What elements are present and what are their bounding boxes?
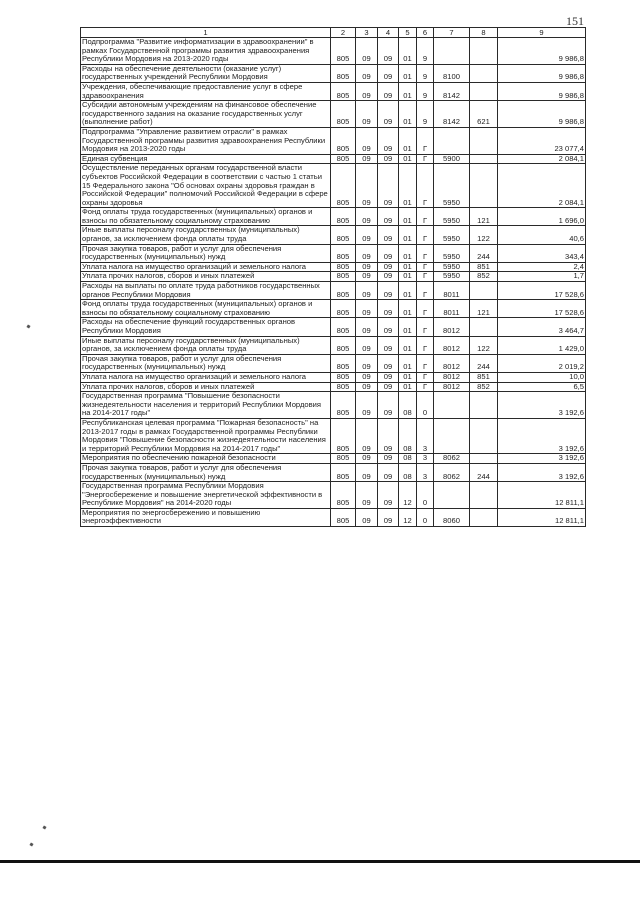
code-expense-type: 122 xyxy=(470,226,498,244)
code-subsection: 09 xyxy=(378,38,399,65)
code-direction: 8012 xyxy=(434,372,470,382)
code-program: 01 xyxy=(399,38,417,65)
column-header: 3 xyxy=(356,28,378,38)
code-section: 09 xyxy=(356,226,378,244)
code-section: 09 xyxy=(356,208,378,226)
table-row xyxy=(81,282,586,300)
table-row xyxy=(81,463,586,481)
code-ministry: 805 xyxy=(331,300,356,318)
row-name: Прочая закупка товаров, работ и услуг для обеспечения государственных (муниципальных) нужд xyxy=(81,463,331,481)
code-ministry: 805 xyxy=(331,127,356,154)
code-program: 01 xyxy=(399,244,417,262)
table-row xyxy=(81,127,586,154)
row-amount: 10,0 xyxy=(498,372,586,382)
code-direction: 8012 xyxy=(434,336,470,354)
code-subprogram: 3 xyxy=(417,418,434,453)
table-row xyxy=(81,64,586,82)
row-amount: 2 084,1 xyxy=(498,154,586,164)
code-ministry: 805 xyxy=(331,272,356,282)
page-number: 151 xyxy=(566,14,584,28)
code-section: 09 xyxy=(356,64,378,82)
code-section: 09 xyxy=(356,262,378,272)
code-expense-type: 121 xyxy=(470,208,498,226)
code-subsection: 09 xyxy=(378,127,399,154)
code-program: 08 xyxy=(399,392,417,419)
code-expense-type xyxy=(470,82,498,100)
code-program: 01 xyxy=(399,226,417,244)
budget-table xyxy=(80,27,586,527)
row-name: Расходы на выплаты по оплате труда работников государственных органов Республики Мордовия xyxy=(81,282,331,300)
table-row xyxy=(81,38,586,65)
table-row xyxy=(81,101,586,128)
code-expense-type xyxy=(470,418,498,453)
code-direction xyxy=(434,127,470,154)
row-name: Мероприятия по энергосбережению и повышению энергоэффективности xyxy=(81,508,331,526)
code-subprogram: Г xyxy=(417,354,434,372)
code-expense-type: 244 xyxy=(470,244,498,262)
code-direction: 5950 xyxy=(434,208,470,226)
code-program: 01 xyxy=(399,282,417,300)
code-subsection: 09 xyxy=(378,463,399,481)
code-ministry: 805 xyxy=(331,282,356,300)
code-ministry: 805 xyxy=(331,392,356,419)
code-direction: 8012 xyxy=(434,354,470,372)
code-subsection: 09 xyxy=(378,64,399,82)
row-amount: 12 811,1 xyxy=(498,508,586,526)
code-direction xyxy=(434,482,470,509)
row-amount: 3 464,7 xyxy=(498,318,586,336)
code-direction xyxy=(434,418,470,453)
header-row xyxy=(81,28,586,38)
code-subprogram: Г xyxy=(417,127,434,154)
code-program: 01 xyxy=(399,101,417,128)
code-subprogram: 0 xyxy=(417,508,434,526)
table-row xyxy=(81,392,586,419)
code-program: 01 xyxy=(399,262,417,272)
code-ministry: 805 xyxy=(331,508,356,526)
row-amount: 3 192,6 xyxy=(498,418,586,453)
code-section: 09 xyxy=(356,482,378,509)
row-name: Единая субвенция xyxy=(81,154,331,164)
column-header: 2 xyxy=(331,28,356,38)
code-expense-type: 851 xyxy=(470,372,498,382)
row-amount: 1,7 xyxy=(498,272,586,282)
row-name: Уплата прочих налогов, сборов и иных платежей xyxy=(81,382,331,392)
column-header: 1 xyxy=(81,28,331,38)
code-ministry: 805 xyxy=(331,82,356,100)
code-ministry: 805 xyxy=(331,418,356,453)
code-subprogram: Г xyxy=(417,300,434,318)
code-program: 01 xyxy=(399,164,417,208)
row-name: Расходы на обеспечение функций государственных органов Республики Мордовия xyxy=(81,318,331,336)
code-subsection: 09 xyxy=(378,354,399,372)
code-direction: 8142 xyxy=(434,82,470,100)
code-subprogram: 0 xyxy=(417,392,434,419)
code-subsection: 09 xyxy=(378,392,399,419)
code-ministry: 805 xyxy=(331,154,356,164)
table-row xyxy=(81,226,586,244)
row-name: Уплата налога на имущество организаций и земельного налога xyxy=(81,372,331,382)
table-row xyxy=(81,262,586,272)
code-direction: 5950 xyxy=(434,164,470,208)
code-expense-type: 244 xyxy=(470,463,498,481)
row-amount: 9 986,8 xyxy=(498,64,586,82)
table-row xyxy=(81,208,586,226)
row-amount: 2,4 xyxy=(498,262,586,272)
code-subsection: 09 xyxy=(378,272,399,282)
code-ministry: 805 xyxy=(331,64,356,82)
code-direction: 5950 xyxy=(434,226,470,244)
code-direction: 5950 xyxy=(434,244,470,262)
code-expense-type xyxy=(470,164,498,208)
code-subprogram: Г xyxy=(417,226,434,244)
code-ministry: 805 xyxy=(331,101,356,128)
code-program: 01 xyxy=(399,64,417,82)
code-direction: 8100 xyxy=(434,64,470,82)
code-direction: 8012 xyxy=(434,382,470,392)
code-subprogram: 0 xyxy=(417,482,434,509)
code-expense-type xyxy=(470,282,498,300)
code-subsection: 09 xyxy=(378,418,399,453)
code-expense-type xyxy=(470,38,498,65)
code-program: 01 xyxy=(399,154,417,164)
code-subsection: 09 xyxy=(378,226,399,244)
code-program: 01 xyxy=(399,300,417,318)
row-amount: 3 192,6 xyxy=(498,454,586,464)
code-subprogram: Г xyxy=(417,318,434,336)
code-program: 01 xyxy=(399,127,417,154)
code-subsection: 09 xyxy=(378,244,399,262)
row-amount: 17 528,6 xyxy=(498,282,586,300)
row-name: Субсидии автономным учреждениям на финансовое обеспечение государственного задания на оказание государственных услуг (выполнение работ) xyxy=(81,101,331,128)
code-ministry: 805 xyxy=(331,463,356,481)
column-header: 8 xyxy=(470,28,498,38)
column-header: 6 xyxy=(417,28,434,38)
column-header: 7 xyxy=(434,28,470,38)
code-subsection: 09 xyxy=(378,164,399,208)
code-program: 01 xyxy=(399,372,417,382)
row-name: Учреждения, обеспечивающие предоставление услуг в сфере здравоохранения xyxy=(81,82,331,100)
row-name: Уплата налога на имущество организаций и земельного налога xyxy=(81,262,331,272)
page-bottom-rule xyxy=(0,860,640,863)
code-section: 09 xyxy=(356,164,378,208)
code-direction: 8012 xyxy=(434,318,470,336)
code-subprogram: Г xyxy=(417,208,434,226)
code-subsection: 09 xyxy=(378,454,399,464)
code-expense-type xyxy=(470,508,498,526)
column-header: 5 xyxy=(399,28,417,38)
code-subprogram: Г xyxy=(417,372,434,382)
row-amount: 12 811,1 xyxy=(498,482,586,509)
code-subprogram: 3 xyxy=(417,454,434,464)
row-amount: 9 986,8 xyxy=(498,101,586,128)
row-name: Расходы на обеспечение деятельности (оказание услуг) государственных учреждений Республики Мордовия xyxy=(81,64,331,82)
table-row xyxy=(81,382,586,392)
code-expense-type: 122 xyxy=(470,336,498,354)
code-expense-type xyxy=(470,482,498,509)
code-program: 08 xyxy=(399,463,417,481)
code-expense-type xyxy=(470,454,498,464)
code-program: 08 xyxy=(399,418,417,453)
column-header: 9 xyxy=(498,28,586,38)
code-program: 01 xyxy=(399,272,417,282)
row-amount: 1 696,0 xyxy=(498,208,586,226)
table-row xyxy=(81,418,586,453)
code-subprogram: Г xyxy=(417,282,434,300)
code-subsection: 09 xyxy=(378,336,399,354)
table-row xyxy=(81,508,586,526)
row-amount: 2 084,1 xyxy=(498,164,586,208)
code-section: 09 xyxy=(356,392,378,419)
code-direction: 8011 xyxy=(434,282,470,300)
code-subprogram: 9 xyxy=(417,38,434,65)
code-subsection: 09 xyxy=(378,372,399,382)
code-direction: 8142 xyxy=(434,101,470,128)
code-direction: 8062 xyxy=(434,463,470,481)
table-row xyxy=(81,300,586,318)
row-amount: 6,5 xyxy=(498,382,586,392)
code-subprogram: Г xyxy=(417,154,434,164)
code-ministry: 805 xyxy=(331,382,356,392)
code-subprogram: 9 xyxy=(417,64,434,82)
code-ministry: 805 xyxy=(331,38,356,65)
code-expense-type xyxy=(470,127,498,154)
code-direction: 8060 xyxy=(434,508,470,526)
table-row xyxy=(81,336,586,354)
table-row xyxy=(81,318,586,336)
code-section: 09 xyxy=(356,244,378,262)
column-header: 4 xyxy=(378,28,399,38)
row-amount: 2 019,2 xyxy=(498,354,586,372)
code-expense-type: 851 xyxy=(470,262,498,272)
code-ministry: 805 xyxy=(331,454,356,464)
scan-dot xyxy=(26,324,30,328)
code-section: 09 xyxy=(356,272,378,282)
scan-dot xyxy=(29,842,33,846)
table-row xyxy=(81,82,586,100)
code-expense-type: 852 xyxy=(470,272,498,282)
code-ministry: 805 xyxy=(331,208,356,226)
code-direction: 8011 xyxy=(434,300,470,318)
code-section: 09 xyxy=(356,318,378,336)
table-row xyxy=(81,354,586,372)
table-row xyxy=(81,454,586,464)
row-amount: 343,4 xyxy=(498,244,586,262)
code-ministry: 805 xyxy=(331,164,356,208)
code-subsection: 09 xyxy=(378,508,399,526)
code-subsection: 09 xyxy=(378,318,399,336)
row-amount: 17 528,6 xyxy=(498,300,586,318)
code-subprogram: Г xyxy=(417,336,434,354)
code-subsection: 09 xyxy=(378,382,399,392)
row-name: Фонд оплаты труда государственных (муниципальных) органов и взносы по обязательному социальному страхованию xyxy=(81,300,331,318)
code-ministry: 805 xyxy=(331,482,356,509)
code-subsection: 09 xyxy=(378,82,399,100)
table-row xyxy=(81,272,586,282)
code-ministry: 805 xyxy=(331,336,356,354)
row-amount: 1 429,0 xyxy=(498,336,586,354)
code-ministry: 805 xyxy=(331,354,356,372)
code-section: 09 xyxy=(356,508,378,526)
code-subsection: 09 xyxy=(378,300,399,318)
row-amount: 3 192,6 xyxy=(498,392,586,419)
row-name: Государственная программа Республики Мордовия "Энергосбережение и повышение энергетической эффективности в Республике Мордовия" на 2014-2020 годы xyxy=(81,482,331,509)
code-subprogram: 9 xyxy=(417,82,434,100)
code-subsection: 09 xyxy=(378,482,399,509)
code-subsection: 09 xyxy=(378,208,399,226)
code-subsection: 09 xyxy=(378,262,399,272)
code-expense-type: 244 xyxy=(470,354,498,372)
row-name: Республиканская целевая программа "Пожарная безопасность" на 2013-2017 годы в рамках Государственной программы Республики Мордовия "Повышение безопасности жизнедеятельности населения и территорий Республики Мордовия на 2014-2017 годы" xyxy=(81,418,331,453)
code-section: 09 xyxy=(356,418,378,453)
row-amount: 9 986,8 xyxy=(498,38,586,65)
table-row xyxy=(81,482,586,509)
code-program: 01 xyxy=(399,318,417,336)
row-name: Государственная программа "Повышение безопасности жизнедеятельности населения и территорий Республики Мордовия на 2014-2017 годы" xyxy=(81,392,331,419)
row-name: Осуществление переданных органам государственной власти субъектов Российской Федерации в соответствии с частью 1 статьи 15 Федерального закона "Об основах охраны здоровья граждан в Российской Федерации" полномочий Российской Федерации в сфере охраны здоровья xyxy=(81,164,331,208)
code-subprogram: Г xyxy=(417,382,434,392)
code-expense-type: 852 xyxy=(470,382,498,392)
code-section: 09 xyxy=(356,101,378,128)
code-subprogram: 3 xyxy=(417,463,434,481)
table-row xyxy=(81,164,586,208)
code-section: 09 xyxy=(356,82,378,100)
code-ministry: 805 xyxy=(331,372,356,382)
code-direction: 8062 xyxy=(434,454,470,464)
code-program: 01 xyxy=(399,354,417,372)
code-subprogram: 9 xyxy=(417,101,434,128)
code-section: 09 xyxy=(356,154,378,164)
code-program: 01 xyxy=(399,382,417,392)
row-name: Прочая закупка товаров, работ и услуг для обеспечения государственных (муниципальных) нужд xyxy=(81,354,331,372)
code-ministry: 805 xyxy=(331,226,356,244)
code-subprogram: Г xyxy=(417,244,434,262)
code-section: 09 xyxy=(356,282,378,300)
code-expense-type xyxy=(470,392,498,419)
row-name: Подпрограмма "Развитие информатизации в здравоохранении" в рамках Государственной программы развития здравоохранения Республики Мордовия на 2013-2020 годы xyxy=(81,38,331,65)
budget-table-body xyxy=(81,38,586,527)
code-program: 08 xyxy=(399,454,417,464)
code-subprogram: Г xyxy=(417,262,434,272)
code-section: 09 xyxy=(356,382,378,392)
code-expense-type: 621 xyxy=(470,101,498,128)
code-subsection: 09 xyxy=(378,154,399,164)
code-section: 09 xyxy=(356,354,378,372)
row-name: Подпрограмма "Управление развитием отрасли" в рамках Государственной программы развития здравоохранения Республики Мордовия на 2013-2020 годы xyxy=(81,127,331,154)
code-direction: 5900 xyxy=(434,154,470,164)
table-row xyxy=(81,154,586,164)
code-direction xyxy=(434,392,470,419)
code-expense-type xyxy=(470,154,498,164)
code-program: 01 xyxy=(399,82,417,100)
row-name: Фонд оплаты труда государственных (муниципальных) органов и взносы по обязательному социальному страхованию xyxy=(81,208,331,226)
code-program: 12 xyxy=(399,508,417,526)
code-section: 09 xyxy=(356,127,378,154)
code-section: 09 xyxy=(356,454,378,464)
row-amount: 3 192,6 xyxy=(498,463,586,481)
code-expense-type: 121 xyxy=(470,300,498,318)
code-program: 01 xyxy=(399,208,417,226)
row-amount: 23 077,4 xyxy=(498,127,586,154)
code-subprogram: Г xyxy=(417,164,434,208)
table-row xyxy=(81,372,586,382)
code-program: 01 xyxy=(399,336,417,354)
table-row xyxy=(81,244,586,262)
code-subsection: 09 xyxy=(378,101,399,128)
code-ministry: 805 xyxy=(331,318,356,336)
scan-dot xyxy=(42,825,46,829)
code-direction xyxy=(434,38,470,65)
row-name: Иные выплаты персоналу государственных (муниципальных) органов, за исключением фонда оплаты труда xyxy=(81,226,331,244)
code-direction: 5950 xyxy=(434,262,470,272)
row-name: Иные выплаты персоналу государственных (муниципальных) органов, за исключением фонда оплаты труда xyxy=(81,336,331,354)
code-ministry: 805 xyxy=(331,244,356,262)
code-section: 09 xyxy=(356,372,378,382)
code-section: 09 xyxy=(356,38,378,65)
code-expense-type xyxy=(470,318,498,336)
row-name: Прочая закупка товаров, работ и услуг для обеспечения государственных (муниципальных) нужд xyxy=(81,244,331,262)
code-expense-type xyxy=(470,64,498,82)
code-section: 09 xyxy=(356,336,378,354)
code-program: 12 xyxy=(399,482,417,509)
code-subprogram: Г xyxy=(417,272,434,282)
code-section: 09 xyxy=(356,300,378,318)
row-name: Мероприятия по обеспечению пожарной безопасности xyxy=(81,454,331,464)
code-section: 09 xyxy=(356,463,378,481)
row-amount: 40,6 xyxy=(498,226,586,244)
code-direction: 5950 xyxy=(434,272,470,282)
row-amount: 9 986,8 xyxy=(498,82,586,100)
code-ministry: 805 xyxy=(331,262,356,272)
code-subsection: 09 xyxy=(378,282,399,300)
row-name: Уплата прочих налогов, сборов и иных платежей xyxy=(81,272,331,282)
